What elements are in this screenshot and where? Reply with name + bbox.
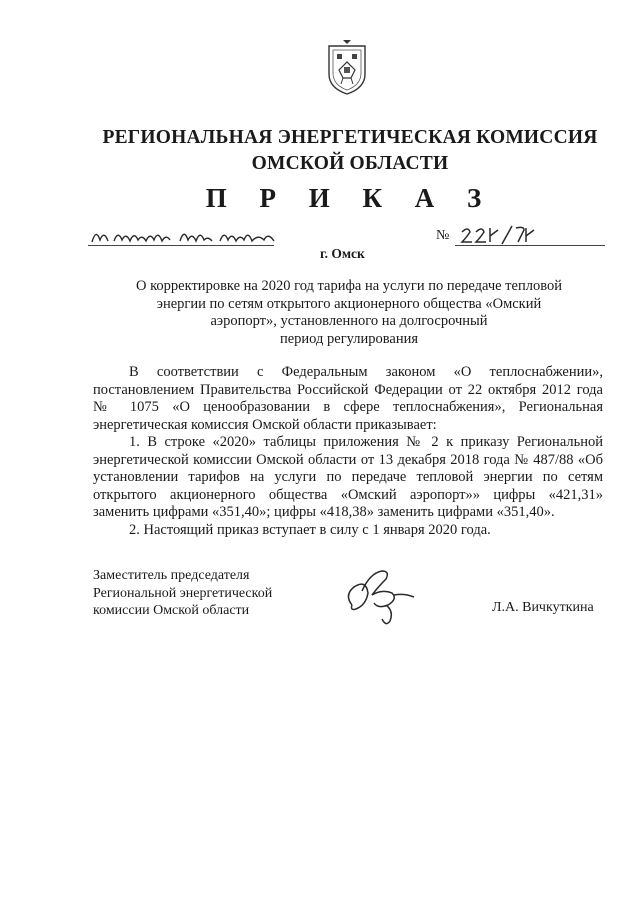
document-type-heading: П Р И К А З bbox=[205, 183, 495, 213]
order-item-2: 2. Настоящий приказ вступает в силу с 1 января 2020 года. bbox=[129, 521, 491, 538]
order-subject bbox=[118, 278, 580, 348]
position-line-2: Региональной энергетической bbox=[93, 585, 273, 601]
subject-line-4: период регулирования bbox=[279, 330, 419, 347]
order-body bbox=[93, 364, 603, 539]
signatory-position bbox=[93, 567, 272, 620]
position-line-1: Заместитель председателя bbox=[93, 568, 250, 583]
order-item-1: 1. В строке «2020» таблицы приложения № 2 к приказу Региональной энергетической комиссии Омской области от 13 декабря 2018 года № 487/88 «Об установлении тарифов на услуги по передаче тепловой энергии по сетям открытого акционерного общества «Омский аэропорт»» цифры «421,31» заменить цифрами «351,40»; цифры «418,38» заменить цифрами «351,40». bbox=[93, 434, 603, 520]
subject-line-1: О корректировке на 2020 год тарифа на услуги по передаче тепловой bbox=[136, 278, 562, 294]
subject-line-3: аэропорт», установленного на долгосрочный bbox=[210, 313, 488, 329]
date-underline bbox=[88, 245, 274, 246]
org-title-line-2: ОМСКОЙ ОБЛАСТИ bbox=[251, 153, 449, 174]
number-sign: № bbox=[436, 228, 450, 243]
signer-name: Л.А. Вичкуткина bbox=[492, 600, 594, 615]
preamble-paragraph: В соответствии с Федеральным законом «О теплоснабжении», постановлением Правительства Российской Федерации от 22 октября 2012 года № 1075 «О ценообразовании в сфере теплоснабжения», Региональная энергетическая комиссия Омской области приказывает: bbox=[93, 364, 603, 433]
city-label: г. Омск bbox=[320, 246, 365, 261]
coat-of-arms-icon bbox=[325, 40, 369, 96]
organization-title bbox=[90, 125, 610, 177]
subject-line-2: энергии по сетям открытого акционерного общества «Омский bbox=[156, 295, 542, 312]
org-title-line-1: РЕГИОНАЛЬНАЯ ЭНЕРГЕТИЧЕСКАЯ КОМИССИЯ bbox=[102, 127, 598, 148]
number-underline bbox=[455, 245, 605, 246]
handwritten-signature bbox=[342, 565, 418, 629]
position-line-3: комиссии Омской области bbox=[93, 603, 250, 618]
